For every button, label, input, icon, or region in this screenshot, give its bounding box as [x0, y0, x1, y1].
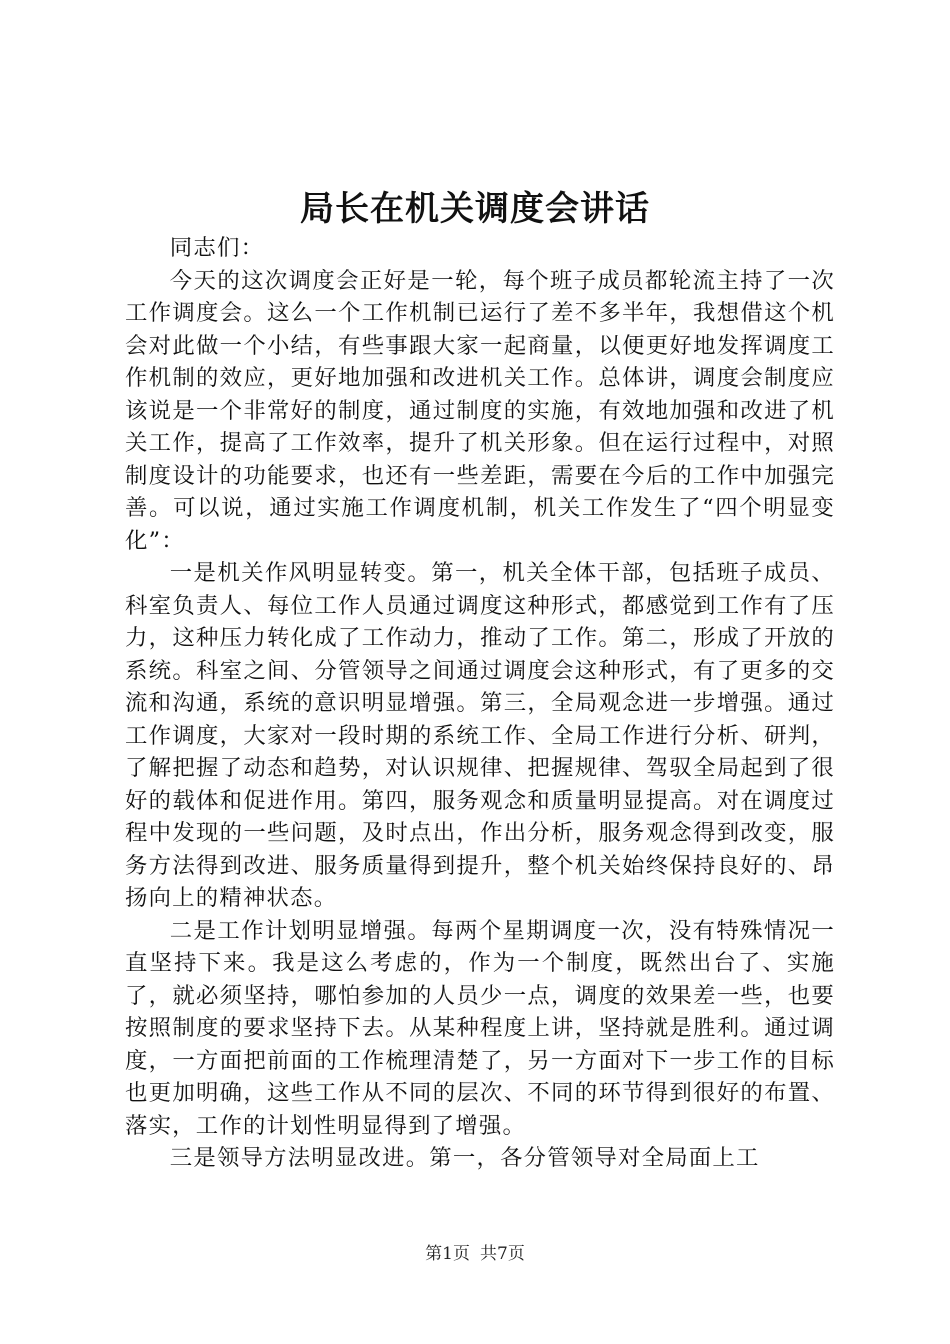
page-total: 共7页: [480, 1244, 525, 1264]
page-number: 第1页: [425, 1244, 470, 1264]
body-paragraph-point-one: 一是机关作风明显转变。第一，机关全体干部，包括班子成员、科室负责人、每位工作人员通过调度这种形式，都感觉到工作有了压力，这种压力转化成了工作动力，推动了工作。第二，形成了开放的系统。科室之间、分管领导之间通过调度会这种形式，有了更多的交流和沟通，系统的意识明显增强。第三，全局观念进一步增强。通过工作调度，大家对一段时期的系统工作、全局工作进行分析、研判，了解把握了动态和趋势，对认识规律、把握规律、驾驭全局起到了很好的载体和促进作用。第四，服务观念和质量明显提高。对在调度过程中发现的一些问题，及时点出，作出分析，服务观念得到改变，服务方法得到改进、服务质量得到提升，整个机关始终保持良好的、昂扬向上的精神状态。: [125, 560, 835, 911]
body-paragraph-point-two: 二是工作计划明显增强。每两个星期调度一次，没有特殊情况一直坚持下来。我是这么考虑的，作为一个制度，既然出台了、实施了，就必须坚持，哪怕参加的人员少一点，调度的效果差一些，也要按照制度的要求坚持下去。从某种程度上讲，坚持就是胜利。通过调度，一方面把前面的工作梳理清楚了，另一方面对下一步工作的目标也更加明确，这些工作从不同的层次、不同的环节得到很好的布置、落实，工作的计划性明显得到了增强。: [125, 917, 835, 1139]
body-paragraph-point-three: 三是领导方法明显改进。第一，各分管领导对全局面上工: [169, 1145, 760, 1171]
body-paragraph-intro: 今天的这次调度会正好是一轮，每个班子成员都轮流主持了一次工作调度会。这么一个工作机制已运行了差不多半年，我想借这个机会对此做一个小结，有些事跟大家一起商量，以便更好地发挥调度工作机制的效应，更好地加强和改进机关工作。总体讲，调度会制度应该说是一个非常好的制度，通过制度的实施，有效地加强和改进了机关工作，提高了工作效率，提升了机关形象。但在运行过程中，对照制度设计的功能要求，也还有一些差距，需要在今后的工作中加强完善。可以说，通过实施工作调度机制，机关工作发生了“四个明显变化”：: [125, 267, 835, 554]
page-footer: [0, 1242, 950, 1266]
document-body: [125, 232, 835, 1175]
document-title: 局长在机关调度会讲话: [300, 189, 650, 229]
body-paragraph-salutation: 同志们：: [169, 235, 265, 261]
